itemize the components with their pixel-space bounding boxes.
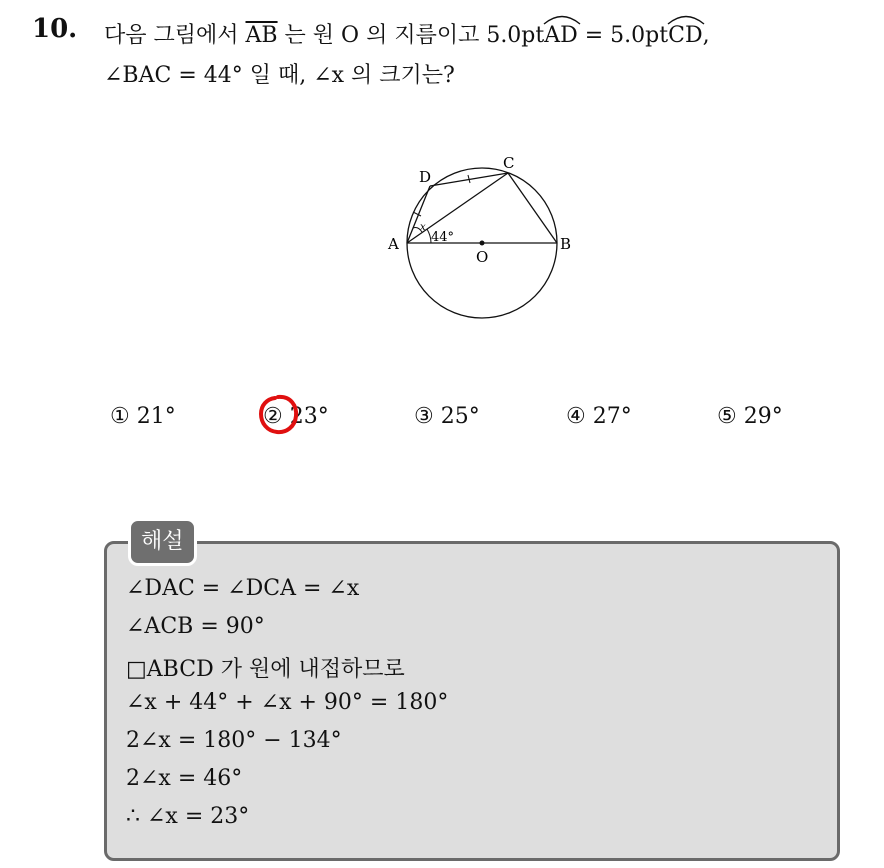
solution-line: ∠ACB = 90° bbox=[126, 614, 265, 639]
label-c: C bbox=[503, 154, 515, 172]
choice-5[interactable] bbox=[717, 404, 783, 429]
arc-ad-label: AD bbox=[544, 23, 578, 48]
choice-value: 23° bbox=[289, 404, 329, 429]
label-a: A bbox=[388, 235, 399, 253]
choice-mark: ① bbox=[110, 404, 130, 429]
label-angle-44: 44° bbox=[431, 230, 455, 245]
choice-mark: ⑤ bbox=[717, 404, 737, 429]
choice-value: 29° bbox=[743, 404, 783, 429]
solution-line: 2∠x = 180° − 134° bbox=[126, 728, 342, 753]
choice-mark: ② bbox=[263, 404, 283, 429]
solution-line: □ABCD 가 원에 내접하므로 bbox=[126, 657, 405, 682]
arc-ad bbox=[544, 23, 578, 48]
solution-line: ∴ ∠x = 23° bbox=[126, 804, 250, 829]
question-text-line1 bbox=[104, 18, 710, 49]
arc-mark-icon bbox=[666, 11, 706, 25]
choice-value: 27° bbox=[592, 404, 632, 429]
label-b: B bbox=[560, 235, 572, 253]
question-text-part: , bbox=[702, 23, 710, 48]
choice-mark: ③ bbox=[414, 404, 434, 429]
question-text-part: 다음 그림에서 bbox=[104, 23, 246, 48]
choice-3[interactable] bbox=[414, 404, 480, 429]
choice-2[interactable] bbox=[263, 404, 329, 429]
question-number: 10. bbox=[32, 14, 78, 44]
question-text-part: 는 원 O 의 지름이고 5.0pt bbox=[277, 23, 545, 48]
selected-circle-icon bbox=[255, 392, 301, 438]
center-point-o bbox=[480, 241, 485, 246]
choice-value: 21° bbox=[136, 404, 176, 429]
label-o: O bbox=[476, 248, 489, 266]
circle-figure bbox=[384, 150, 584, 330]
question-text-part: = 5.0pt bbox=[577, 23, 669, 48]
solution-tab: 해설 bbox=[128, 518, 197, 566]
answer-choices bbox=[110, 404, 830, 440]
segment-ab: $\overline{AB}$ bbox=[245, 23, 278, 48]
solution-line: ∠DAC = ∠DCA = ∠x bbox=[126, 576, 360, 601]
choice-4[interactable] bbox=[566, 404, 632, 429]
question-text-line2: ∠BAC = 44° 일 때, ∠x 의 크기는? bbox=[104, 63, 455, 88]
chord-cb bbox=[508, 173, 557, 243]
label-d: D bbox=[419, 168, 432, 186]
choice-mark: ④ bbox=[566, 404, 586, 429]
choice-1[interactable] bbox=[110, 404, 176, 429]
solution-line: ∠x + 44° + ∠x + 90° = 180° bbox=[126, 690, 449, 715]
label-x: x bbox=[420, 222, 426, 233]
arc-mark-icon bbox=[542, 11, 582, 25]
arc-cd-label: CD bbox=[668, 23, 703, 48]
arc-cd bbox=[668, 23, 702, 48]
choice-value: 25° bbox=[440, 404, 480, 429]
solution-line: 2∠x = 46° bbox=[126, 766, 243, 791]
